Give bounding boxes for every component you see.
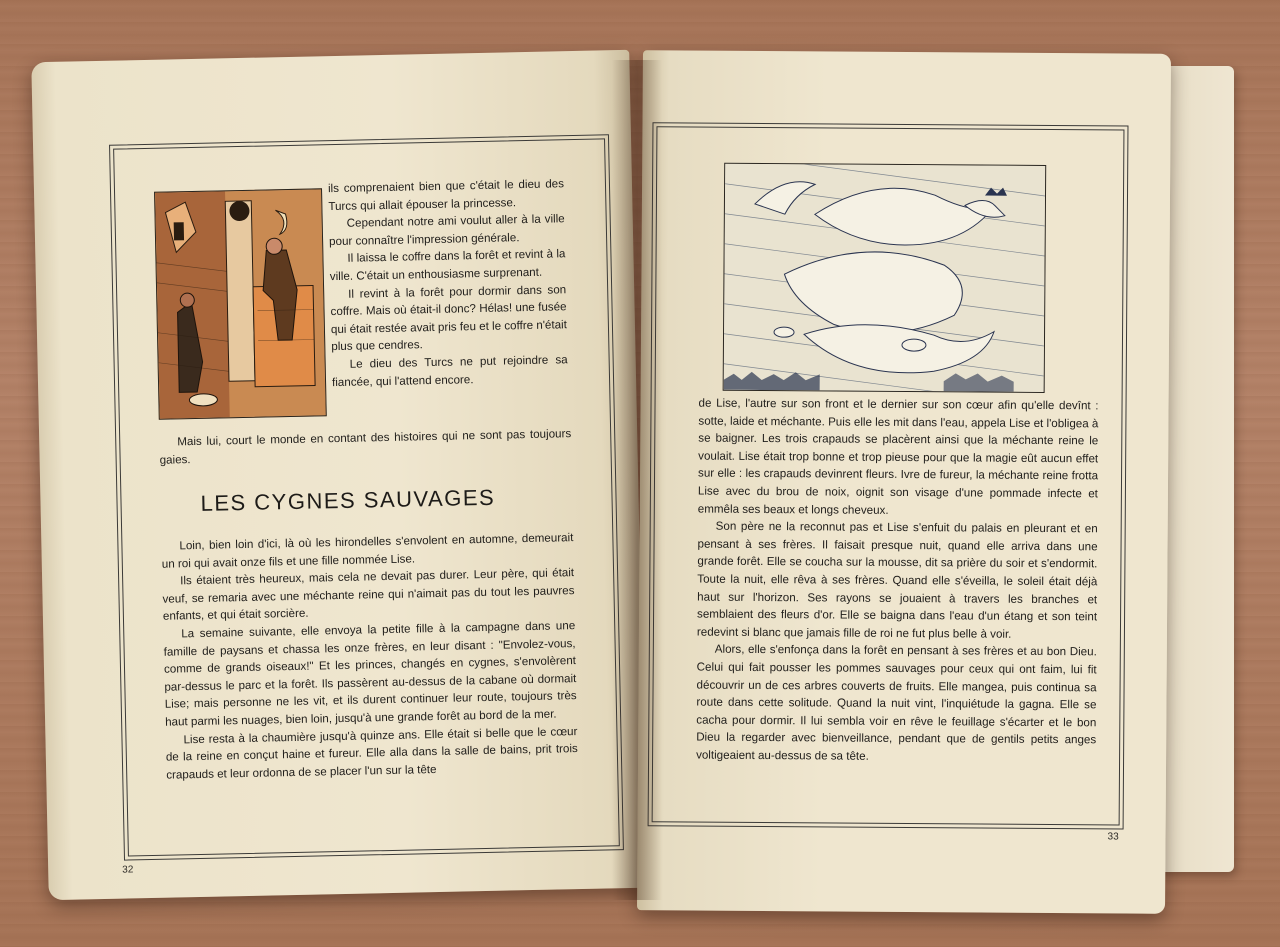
paragraph: Cependant notre ami voulut aller à la ville pour connaître l'impression générale. [328, 212, 565, 248]
paragraph: Alors, elle s'enfonça dans la forêt en pensant à ses frères et au bon Dieu. Celui qui fait pousser les pommes sauvages pour ceux qui ont faim, lui fit découvrir un de ces arbres couverts de fruits. Elle mangea, puis continua sa route dans cette solitude. Quand la nuit vint, l'inquiétude la gagna. Elle se cacha pour dormir. Il lui sembla voir en rêve le feuillage s'écarter et le bon Dieu la regarder avec bienveillance, pendant que de gentils petits anges voltigeaient au-dessus de sa tête. [696, 642, 1097, 763]
illustration-drawing [724, 164, 1046, 392]
paragraph: Ils étaient très heureux, mais cela ne devait pas durer. Leur père, qui était veuf, se remaria avec une méchante reine qui n'aimait pas du tout les pauvres enfants, et qui était sorcière. [162, 566, 575, 624]
illustration-wild-swans [723, 163, 1047, 393]
page-number: 32 [122, 864, 134, 876]
paragraph: de Lise, l'autre sur son front et le dernier sur son cœur afin qu'elle devînt : sotte, laide et méchante. Puis elle les mit dans l'eau, appela Lise et l'obligea à se baigner. Les trois crapauds se placèrent ainsi que la méchante reine le voulait. Lise était trop bonne et trop pieuse pour que la magie eût aucun effet sur elle : les crapauds devinrent fleurs. Ivre de fureur, la méchante reine frotta Lise avec du brou de noix, oignit son visage d'une pommade infecte et emmêla ses beaux et longs cheveux. [697, 396, 1099, 517]
right-page [637, 50, 1171, 914]
paragraph: Le dieu des Turcs ne put rejoindre sa fiancée, qui l'attend encore. [331, 353, 568, 389]
page-number: 33 [1107, 831, 1119, 843]
paragraph: Son père ne la reconnut pas et Lise s'enfuit du palais en pleurant et en pensant à ses frères. Il faisait presque nuit, quand elle arriva dans une grande forêt. Elle se coucha sur la mousse, dit sa prière du soir et s'endormit. Toute la nuit, elle rêva à ses frères. Quand elle s'éveilla, le soleil était déjà haut sur l'horizon. Ses rayons se jouaient à travers les branches et semblaient des fleurs d'or. Elle se baigna dans l'eau d'un étang et son teint redevint si blanc que jamais fille de roi ne fut plus belle à voir. [696, 519, 1098, 641]
left-page [31, 50, 646, 900]
top-right-column-text [328, 175, 568, 391]
paragraph: Il laissa le coffre dans la forêt et revint à la ville. C'était un enthousiasme surprenant. [329, 247, 566, 284]
story-body-text [161, 529, 578, 784]
paragraph: Mais lui, court le monde en contant des histoires qui ne sont pas toujours gaies. [159, 427, 572, 467]
illustration-drawing [155, 189, 326, 418]
paragraph: ils comprenaient bien que c'était le dieu des Turcs qui allait épouser la princesse. [327, 177, 565, 213]
right-page-body-text [696, 395, 1099, 767]
paragraph: La semaine suivante, elle envoya la petite fille à la campagne dans une famille de paysans et chassa les onze frères, en leur disant : "Envolez-vous, comme de grands oiseaux!" Et les princes, changés en cygnes, s'envolèrent par-dessus le parc et la forêt. Ils passèrent au-dessus de la cabane où dormait Lise; mais personne ne les vit, et ils durent continuer leur route, toujours très haut parmi les nuages, bien loin, jusqu'à une grande forêt au bord de la mer. [163, 619, 577, 729]
illustration-turkish-god-chest [154, 188, 327, 419]
book-gutter-shadow [612, 60, 662, 900]
paragraph: Lise resta à la chaumière jusqu'à quinze ans. Elle était si belle que le cœur de la reine en conçut haine et fureur. Elle alla dans la salle de bains, prit trois crapauds et leur ordonna de se placer l'un sur la tête [165, 724, 578, 782]
paragraph: Il revint à la forêt pour dormir dans son coffre. Mais où était-il donc? Hélas! une fusée qui était restée avait pris feu et le coffre n'était plus que cendres. [330, 282, 568, 354]
story-title: LES CYGNES SAUVAGES [200, 484, 496, 516]
paragraph: Loin, bien loin d'ici, là où les hirondelles s'envolent en automne, demeurait un roi qui avait onze fils et une fille nommée Lise. [161, 531, 574, 571]
